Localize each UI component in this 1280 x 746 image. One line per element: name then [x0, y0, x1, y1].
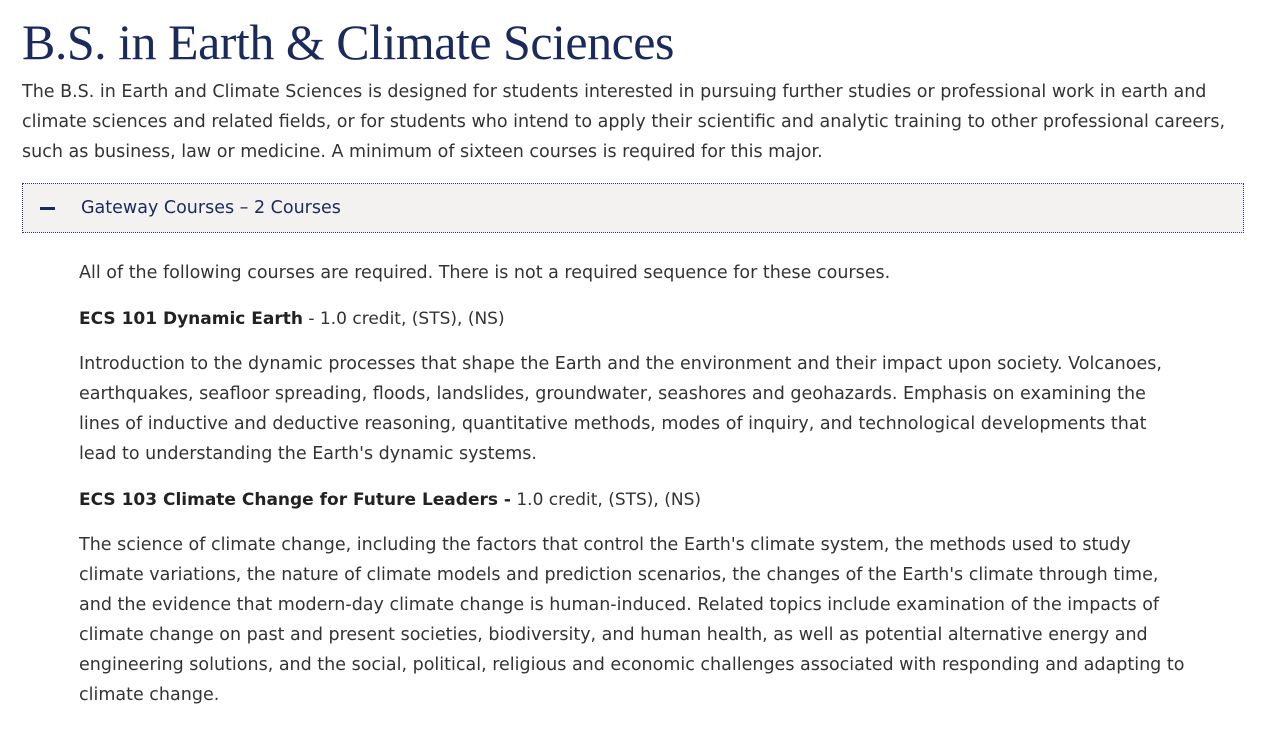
accordion-panel	[22, 258, 1246, 710]
course-name: ECS 103 Climate Change for Future Leaders -	[79, 490, 511, 510]
accordion-gateway-courses[interactable]	[22, 183, 1244, 233]
course-name: ECS 101 Dynamic Earth	[79, 309, 303, 329]
course-heading	[79, 304, 1186, 334]
course-details: 1.0 credit, (STS), (NS)	[510, 490, 702, 510]
accordion-label: Gateway Courses – 2 Courses	[81, 198, 341, 218]
course-description: The science of climate change, including the factors that control the Earth's climate system, the methods used to study climate variations, the nature of climate models and prediction scenarios, the changes of the Earth's climate through time, and the evidence that modern-day climate change is human-induced. Related topics include examination of the impacts of climate change on past and present societies, biodiversity, and human health, as well as potential alternative energy and engineering solutions, and the social, political, religious and economic challenges associated with responding and adapting to climate change.	[79, 535, 1185, 705]
page-content	[22, 0, 1246, 710]
course-details: - 1.0 credit, (STS), (NS)	[302, 309, 505, 329]
page-title: B.S. in Earth & Climate Sciences	[22, 14, 674, 70]
course-description: Introduction to the dynamic processes that shape the Earth and the environment and their impact upon society. Volcanoes, earthquakes, seafloor spreading, floods, landslides, groundwater, seashores and geohazards. Emphasis on examining the lines of inductive and deductive reasoning, quantitative methods, modes of inquiry, and technological developments that lead to understanding the Earth's dynamic systems.	[79, 354, 1162, 464]
course-heading	[79, 485, 1186, 515]
minus-icon	[40, 207, 55, 210]
panel-intro: All of the following courses are required. There is not a required sequence for these courses.	[79, 263, 891, 283]
intro-paragraph: The B.S. in Earth and Climate Sciences is designed for students interested in pursuing further studies or professional work in earth and climate sciences and related fields, or for students who intend to apply their scientific and analytic training to other professional careers, such as business, law or medicine. A minimum of sixteen courses is required for this major.	[22, 82, 1226, 162]
